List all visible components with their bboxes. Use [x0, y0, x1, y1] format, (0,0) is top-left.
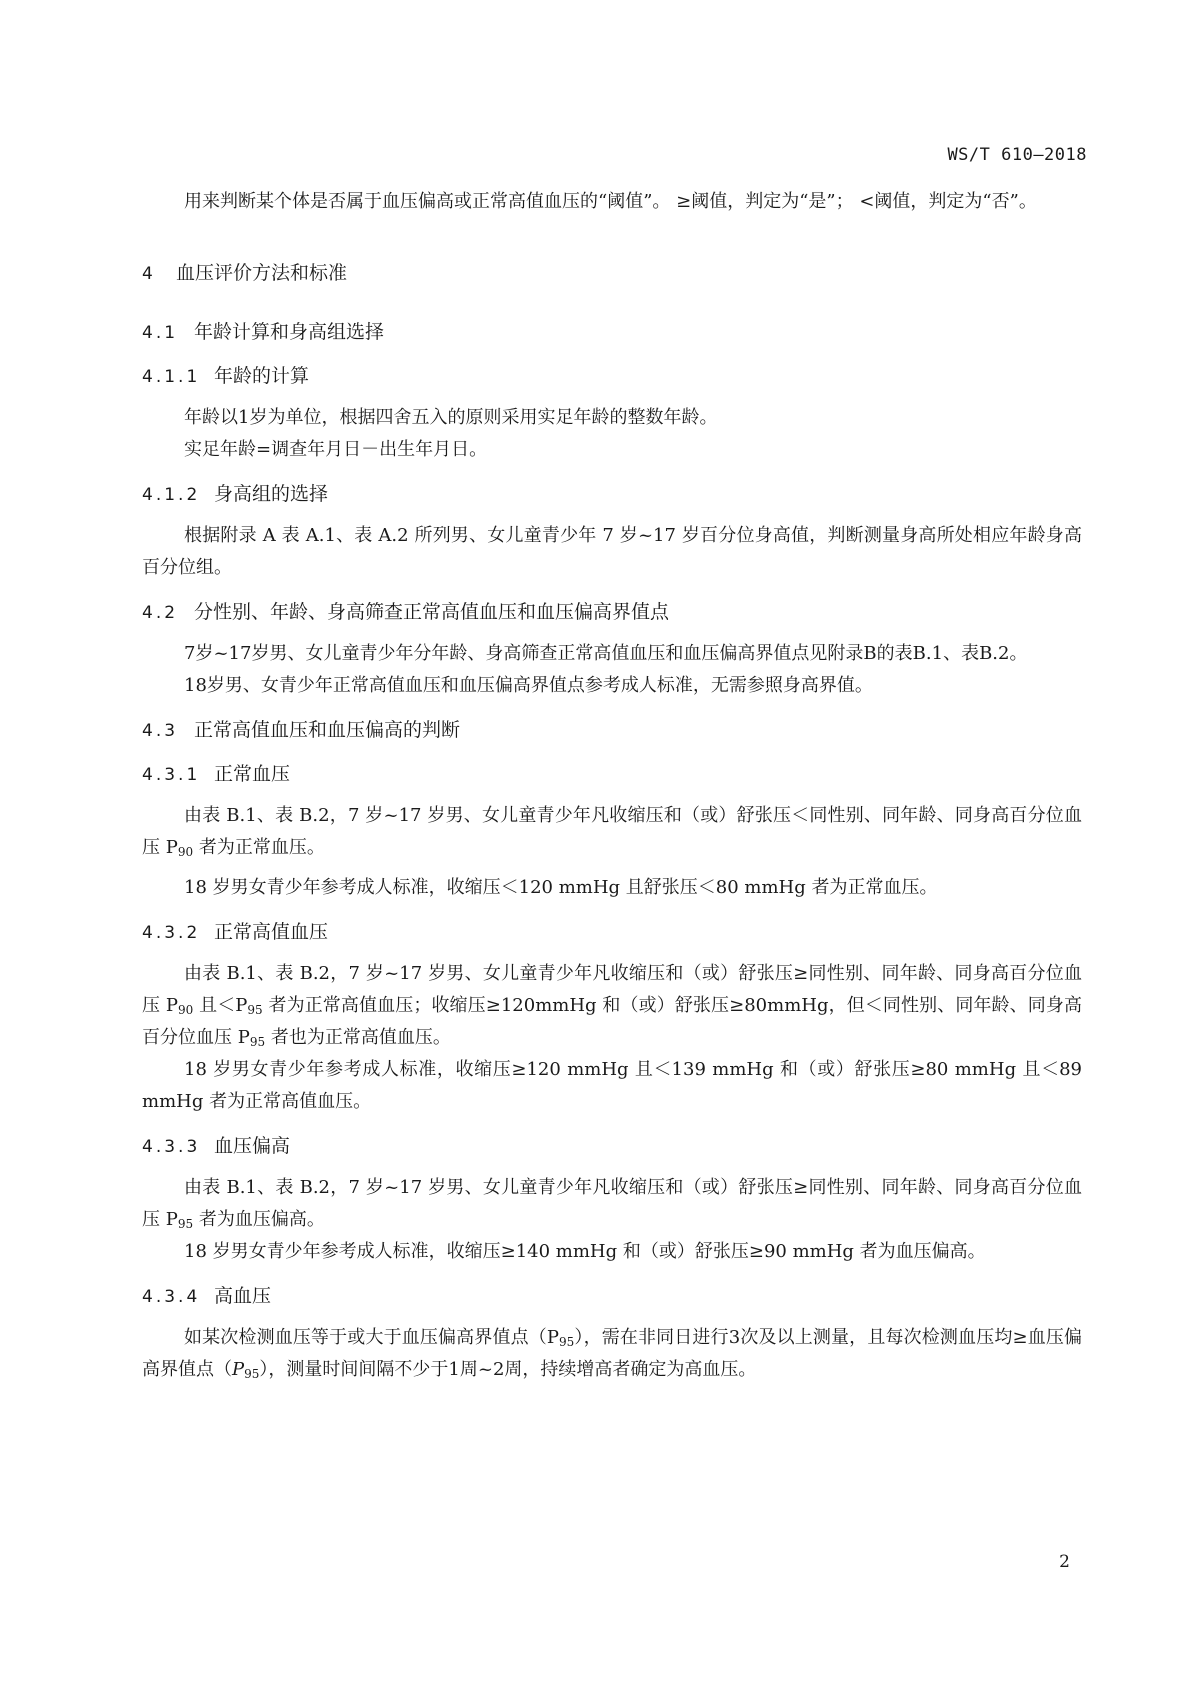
subscript: 90 — [177, 845, 194, 859]
subscript: 95 — [244, 1367, 260, 1381]
section-title: 身高组的选择 — [214, 483, 329, 505]
heading-section-4-2 — [142, 597, 1082, 628]
page-number: 2 — [1059, 1552, 1070, 1572]
text: 由表 B.1、表 B.2，7 岁~17 岁男、女儿童青少年凡收缩压和（或）舒张压≥同性别、同年龄、同身高百分位血压 P — [142, 963, 1082, 1016]
section-number: 4.3.2 — [142, 923, 201, 943]
paragraph-high-normal-18: 18 岁男女青少年参考成人标准，收缩压≥120 mmHg 且＜139 mmHg 和（或）舒张压≥80 mmHg 且＜89 mmHg 者为正常高值血压。 — [142, 1059, 1082, 1112]
section-number: 4.3.4 — [142, 1287, 201, 1307]
section-number: 4 — [142, 264, 156, 284]
paragraph-height-group: 根据附录 A 表 A.1、表 A.2 所列男、女儿童青少年 7 岁~17 岁百分位身高值，判断测量身高所处相应年龄身高百分位组。 — [142, 525, 1082, 578]
text: 者为正常血压。 — [193, 837, 325, 858]
heading-section-4-3-2 — [142, 917, 1082, 948]
paragraph-elevated-7-17 — [142, 1172, 1082, 1236]
section-number: 4.1 — [142, 323, 179, 343]
heading-section-4-1-2 — [142, 479, 1082, 510]
section-number: 4.3 — [142, 721, 179, 741]
paragraph-normal-bp-7-17 — [142, 800, 1082, 864]
text: 者为正常高值血压；收缩压≥120mmHg 和（或）舒张压≥80mmHg，但＜同性别、同年龄、同身高百分位血压 P — [142, 995, 1082, 1048]
section-number: 4.1.1 — [142, 367, 201, 387]
document-code: WS/T 610—2018 — [947, 145, 1087, 165]
heading-section-4-3-4 — [142, 1281, 1082, 1312]
section-title: 正常高值血压 — [214, 921, 329, 943]
page-body — [142, 186, 1082, 1386]
heading-section-4-3 — [142, 715, 1082, 746]
subscript: 95 — [247, 1003, 263, 1017]
italic-text: P — [232, 1359, 245, 1380]
text: 由表 B.1、表 B.2，7 岁~17 岁男、女儿童青少年凡收缩压和（或）舒张压≥同性别、同年龄、同身高百分位血压 P — [142, 1177, 1082, 1230]
paragraph-threshold-definition: 用来判断某个体是否属于血压偏高或正常高值血压的“阈值”。 ≥阈值，判定为“是”； <阈值，判定为“否”。 — [184, 191, 1037, 212]
paragraph-elevated-18: 18 岁男女青少年参考成人标准，收缩压≥140 mmHg 和（或）舒张压≥90 mmHg 者为血压偏高。 — [184, 1241, 986, 1262]
text: 如某次检测血压等于或大于血压偏高界值点（P — [184, 1327, 559, 1348]
paragraph-cutoff-7-17: 7岁~17岁男、女儿童青少年分年龄、身高筛查正常高值血压和血压偏高界值点见附录B的表B.1、表B.2。 — [184, 643, 1028, 664]
text: ），测量时间间隔不少于1周~2周，持续增高者确定为高血压。 — [259, 1359, 757, 1380]
section-title: 正常高值血压和血压偏高的判断 — [194, 719, 461, 741]
paragraph-high-normal-7-17 — [142, 958, 1082, 1054]
text: ），需在非同日进行3次及以上测量，且每次检测血压均≥血压偏高界值点（ — [142, 1327, 1082, 1380]
heading-section-4-1-1 — [142, 361, 1082, 392]
subscript: 95 — [177, 1217, 194, 1231]
heading-section-4 — [142, 258, 1082, 289]
paragraph-normal-bp-18: 18 岁男女青少年参考成人标准，收缩压＜120 mmHg 且舒张压＜80 mmHg 者为正常血压。 — [184, 877, 938, 898]
section-number: 4.3.1 — [142, 765, 201, 785]
paragraph-age-formula: 实足年龄=调查年月日－出生年月日。 — [184, 439, 488, 460]
subscript: 90 — [178, 1003, 194, 1017]
paragraph-age-rule: 年龄以1岁为单位，根据四舍五入的原则采用实足年龄的整数年龄。 — [184, 407, 718, 428]
section-number: 4.1.2 — [142, 485, 201, 505]
section-number: 4.3.3 — [142, 1137, 201, 1157]
section-title: 正常血压 — [214, 763, 291, 785]
heading-section-4-3-1 — [142, 759, 1082, 790]
subscript: 95 — [249, 1035, 266, 1049]
section-title: 年龄的计算 — [214, 365, 310, 387]
section-title: 血压评价方法和标准 — [176, 262, 348, 284]
section-title: 高血压 — [214, 1285, 272, 1307]
heading-section-4-1 — [142, 317, 1082, 348]
subscript: 95 — [559, 1335, 575, 1349]
paragraph-hypertension — [142, 1322, 1082, 1386]
text: 由表 B.1、表 B.2，7 岁~17 岁男、女儿童青少年凡收缩压和（或）舒张压＜同性别、同年龄、同身高百分位血压 P — [142, 805, 1082, 858]
section-title: 分性别、年龄、身高筛查正常高值血压和血压偏高界值点 — [194, 601, 670, 623]
heading-section-4-3-3 — [142, 1131, 1082, 1162]
paragraph-cutoff-18: 18岁男、女青少年正常高值血压和血压偏高界值点参考成人标准，无需参照身高界值。 — [184, 675, 873, 696]
section-title: 血压偏高 — [214, 1135, 291, 1157]
text: 者也为正常高值血压。 — [265, 1027, 451, 1048]
section-number: 4.2 — [142, 603, 179, 623]
section-title: 年龄计算和身高组选择 — [194, 321, 385, 343]
text: 且＜P — [193, 995, 248, 1016]
text: 者为血压偏高。 — [193, 1209, 325, 1230]
